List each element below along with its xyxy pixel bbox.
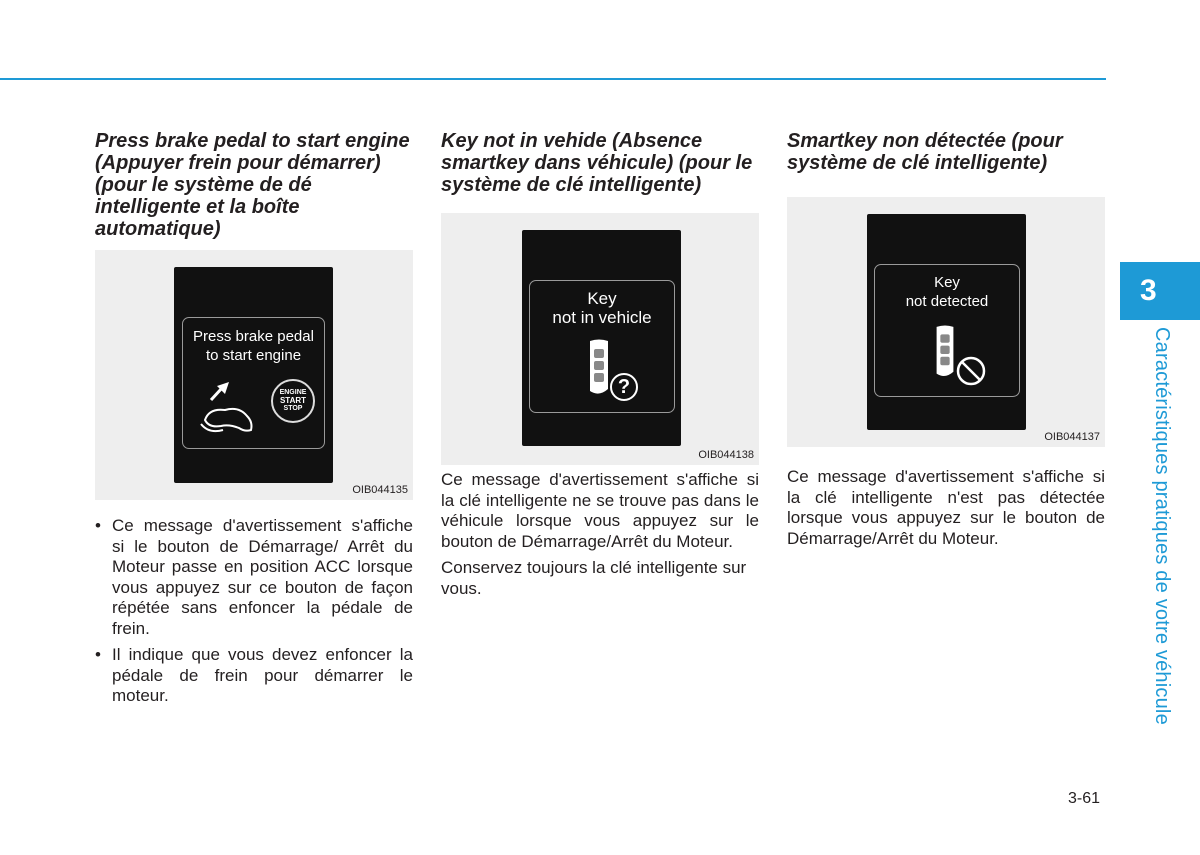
display-line: Press brake pedal <box>193 328 314 345</box>
question-mark-icon: ? <box>610 373 638 401</box>
list-item: • Il indique que vous devez enfoncer la pédale de frein pour démarrer le moteur. <box>95 645 413 705</box>
cluster-display <box>867 214 1026 430</box>
section-heading: Key not in vehide (Absence smartkey dans véhicule) (pour le système de clé intelligente) <box>441 130 753 196</box>
chapter-number: 3 <box>1140 274 1157 307</box>
cluster-display <box>174 267 333 483</box>
figure-code: OIB044135 <box>352 484 408 496</box>
bullet-text: Il indique que vous devez enfoncer la pédale de frein pour démarrer le moteur. <box>112 645 413 705</box>
section-heading: Smartkey non détectée (pour système de clé intelligente) <box>787 130 1063 174</box>
section-brake-pedal <box>95 130 413 713</box>
paragraph: Ce message d'avertissement s'affiche si la clé intelligente ne se trouve pas dans le véhicule lorsque vous appuyez sur le bouton de Démarrage/Arrêt du Moteur. <box>441 470 759 551</box>
body-paragraphs <box>787 467 1105 549</box>
cluster-display <box>522 230 681 446</box>
warning-panel <box>874 264 1020 397</box>
section-key-not-in-vehicle <box>441 130 759 605</box>
engine-start-stop-button-icon <box>271 379 315 423</box>
button-label: STOP <box>283 405 303 412</box>
chapter-tab <box>1120 262 1200 320</box>
figure-code: OIB044138 <box>698 449 754 461</box>
button-label: START <box>279 396 307 405</box>
list-item: • Ce message d'avertissement s'affiche si le bouton de Démarrage/ Arrêt du Moteur passe en position ACC lorsque vous appuyez sur ce bouton de façon répétée sans enfoncer la pédale de frein. <box>95 516 413 638</box>
top-rule <box>0 78 1106 80</box>
foot-on-pedal-icon <box>195 376 265 436</box>
body-paragraphs <box>441 470 759 599</box>
display-line: Key <box>587 289 617 308</box>
display-line: not detected <box>905 293 989 310</box>
figure-brake-pedal <box>95 250 413 500</box>
section-smartkey-not-detected <box>787 130 1105 555</box>
paragraph: Conservez toujours la clé intelligente sur vous. <box>441 558 747 598</box>
paragraph: Ce message d'avertissement s'affiche si la clé intelligente n'est pas détectée lorsque vous appuyez sur le bouton de Démarrage/Arrêt du Moteur. <box>787 467 1105 548</box>
prohibited-icon <box>955 355 987 387</box>
bullet-text: Ce message d'avertissement s'affiche si le bouton de Démarrage/ Arrêt du Moteur passe en position ACC lorsque vous appuyez sur ce bouton de façon répétée sans enfoncer la pédale de frein. <box>112 516 413 638</box>
display-line: not in vehicle <box>552 308 652 327</box>
display-line: to start engine <box>205 347 302 364</box>
button-label: ENGINE <box>279 389 307 396</box>
section-heading: Press brake pedal to start engine (Appuyer frein pour démarrer) (pour le système de dé intelligente et la boîte automatique) <box>95 130 410 240</box>
page-number: 3-61 <box>1068 790 1101 807</box>
figure-code: OIB044137 <box>1044 431 1100 443</box>
chapter-title: Caractéristiques pratiques de votre véhicule <box>1151 327 1173 725</box>
figure-key-not-in-vehicle <box>441 213 759 465</box>
figure-smartkey-not-detected <box>787 197 1105 447</box>
display-line: Key <box>934 274 960 291</box>
warning-panel <box>529 280 675 413</box>
bullet-list <box>95 516 413 707</box>
warning-panel <box>182 317 325 449</box>
smart-key-fob-icon <box>584 339 614 401</box>
